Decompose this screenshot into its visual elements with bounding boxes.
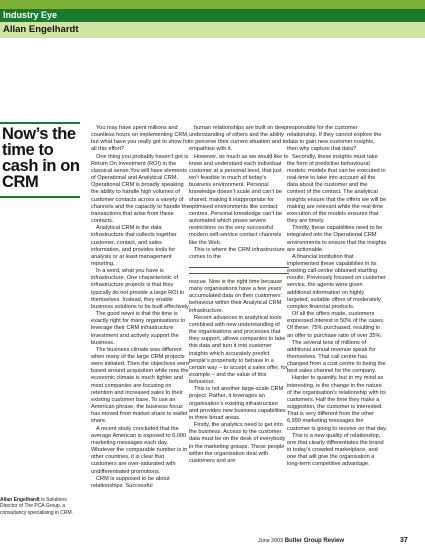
paragraph: Secondly, these insights must take the form of predictive behavioural models; models that can be executed in real-time to take into account all the data about the customer and the context of the contact. The analytical insights ensure that the offers we will be making are relevant while the real-time execution of the models ensures that they are timely. — [287, 153, 387, 225]
footer-date: June 2003 — [258, 538, 284, 544]
paragraph: A financial institution that implemented these capabilities in its existing call centre obtained startling results. Previously focused on customer service, the agents were given additional information on highly targeted, suitable offers of moderately complex financial products. — [287, 253, 386, 310]
top-color-band — [0, 0, 425, 9]
paragraph: The good news is that the time is exactly right for many organisations to leverage their CRM infrastructure investment and actively support the business. — [91, 311, 186, 346]
paragraph: The several tens of millions of additional annual revenue speak for themselves. That call centre has changed from a cost centre to being the best sales channel for the company. — [287, 339, 386, 375]
paragraph: This is not another large-scale CRM project. Rather, it leverages an organisation’s existing infrastructure and provides new business capabilities in three broad areas. — [189, 386, 286, 421]
paragraph: Analytical CRM is the data infrastructure that collects together customer, contact, and sales information, and provides tools for analysis or at least management reporting. — [91, 225, 177, 267]
paragraph: human relationships are built on deep understanding of others and the ability to perceive their current situation and to empathise with it. — [189, 125, 288, 153]
headline-top-rule — [0, 122, 80, 124]
pull-quote — [189, 267, 289, 274]
paragraph: Of all the offers made, customers expressed interest in 50% of the cases. Of these, 75% purchased, resulting in an offer to purchase ratio of over 35%. — [287, 311, 385, 339]
paragraph: CRM is supposed to be about relationships. Successful — [91, 475, 170, 489]
paragraph: However, as much as we would like to know and understand each individual customer at a personal level, that just isn’t feasible in much of today’s business environment. Personal knowledge doesn’t scale and can’t be shared, making it inappropriate for optimised environments like contact centres. Personal knowledge can’t be automated which poses severe restrictions on the very successful modern self-service contact channels like the Web. — [189, 153, 289, 246]
section-bar — [0, 9, 425, 22]
headline-bottom-rule — [0, 196, 80, 198]
author-bio — [0, 497, 80, 516]
paragraph: You may have spent millions and countless hours on implementing CRM, but what have you really got to show for all this effort? — [91, 125, 190, 153]
page-number: 37 — [400, 537, 408, 544]
paragraph: This is where the CRM infrastructure comes to the — [189, 246, 285, 260]
article-column-1 — [91, 125, 191, 490]
paragraph: One thing you probably haven’t got is Return On Investment (ROI) in the classical sense.You will have elements of Operational and Analytical CRM. Operational CRM is broadly speaking the ability to handle high volumes of customer contacts across a variety of channels and the capacity to handle the transactions that arise from these contacts. — [91, 153, 190, 225]
footer-publication: Butler Group Review — [284, 538, 345, 544]
section-label: Industry Eye — [3, 10, 58, 20]
bio-name: Allan Engelhardt — [0, 497, 40, 503]
page-footer — [258, 538, 344, 544]
article-column-2 — [189, 125, 289, 465]
paragraph: A recent study concluded that the average American is exposed to 6,000 marketing messages each day. Whatever the comparable number is in other countries, it is clear that customers are over-saturated with undifferentiated promotions. — [91, 425, 188, 475]
paragraph: responsible for the customer relationship. If they cannot explore the data to gain new customer insights, then why capture that data? — [287, 125, 382, 153]
paragraph: Thirdly, these capabilities need to be integrated into the Operational CRM environments to ensure that the insights are actionable. — [287, 225, 387, 253]
paragraph: The business climate was different when many of the large CRM projects were initiated. Then the objectives were based around acquisition while now the economic climate is much tighter and most companies are focusing on retention and increased sales to their existing customer base. To use an American phrase, the business focus has moved from market share to wallet share. — [91, 346, 190, 425]
paragraph: rescue. Now is the right time because many organisations have a few years’ accumulated data on their customers’ behaviour within their Analytical CRM infrastructure. — [189, 278, 283, 314]
paragraph: In a word, what you have is infrastructure. One characteristic of infrastructure projects is that they typically do not provide a large ROI in themselves. Instead, they enable business solutions to be built effectively. — [91, 268, 190, 310]
article-column-3 — [287, 125, 387, 469]
paragraph: Recent advances in analytical tools combined with new understanding of the organisations and processes that they support, allows companies to take this data and turn it into customer insights which accurately predict people’s propensity to behave in a certain way – to accept a sales offer, for example – and the value of this behaviour. — [189, 314, 288, 386]
paragraph: Harder to quantify, but to my mind as interesting, is the change in the nature of the organisation’s relationship with its customers. Half the time they make a suggestion, the customer is interested. That is very different from the other 6,999 marketing messages the customer is going to receive on that day. — [287, 375, 388, 432]
paragraph: Firstly, the analytics need to get into the business. Access to the customer data must be on the desk of everybody in the marketing groups. These people within the organisation deal with customers and are — [189, 422, 286, 464]
article-headline: Now’s the time to cash in on CRM — [2, 125, 80, 191]
author-byline: Allan Engelhardt — [3, 24, 79, 35]
paragraph: This is a new quality of relationship, one that clearly differentiates the brand in today’s crowded marketplace, and one that will give the organisation a long-term competitive advantage. — [287, 432, 384, 468]
bio-text: is Solutions Director of The PCA Group, a consultancy specialising in CRM. — [0, 497, 74, 516]
